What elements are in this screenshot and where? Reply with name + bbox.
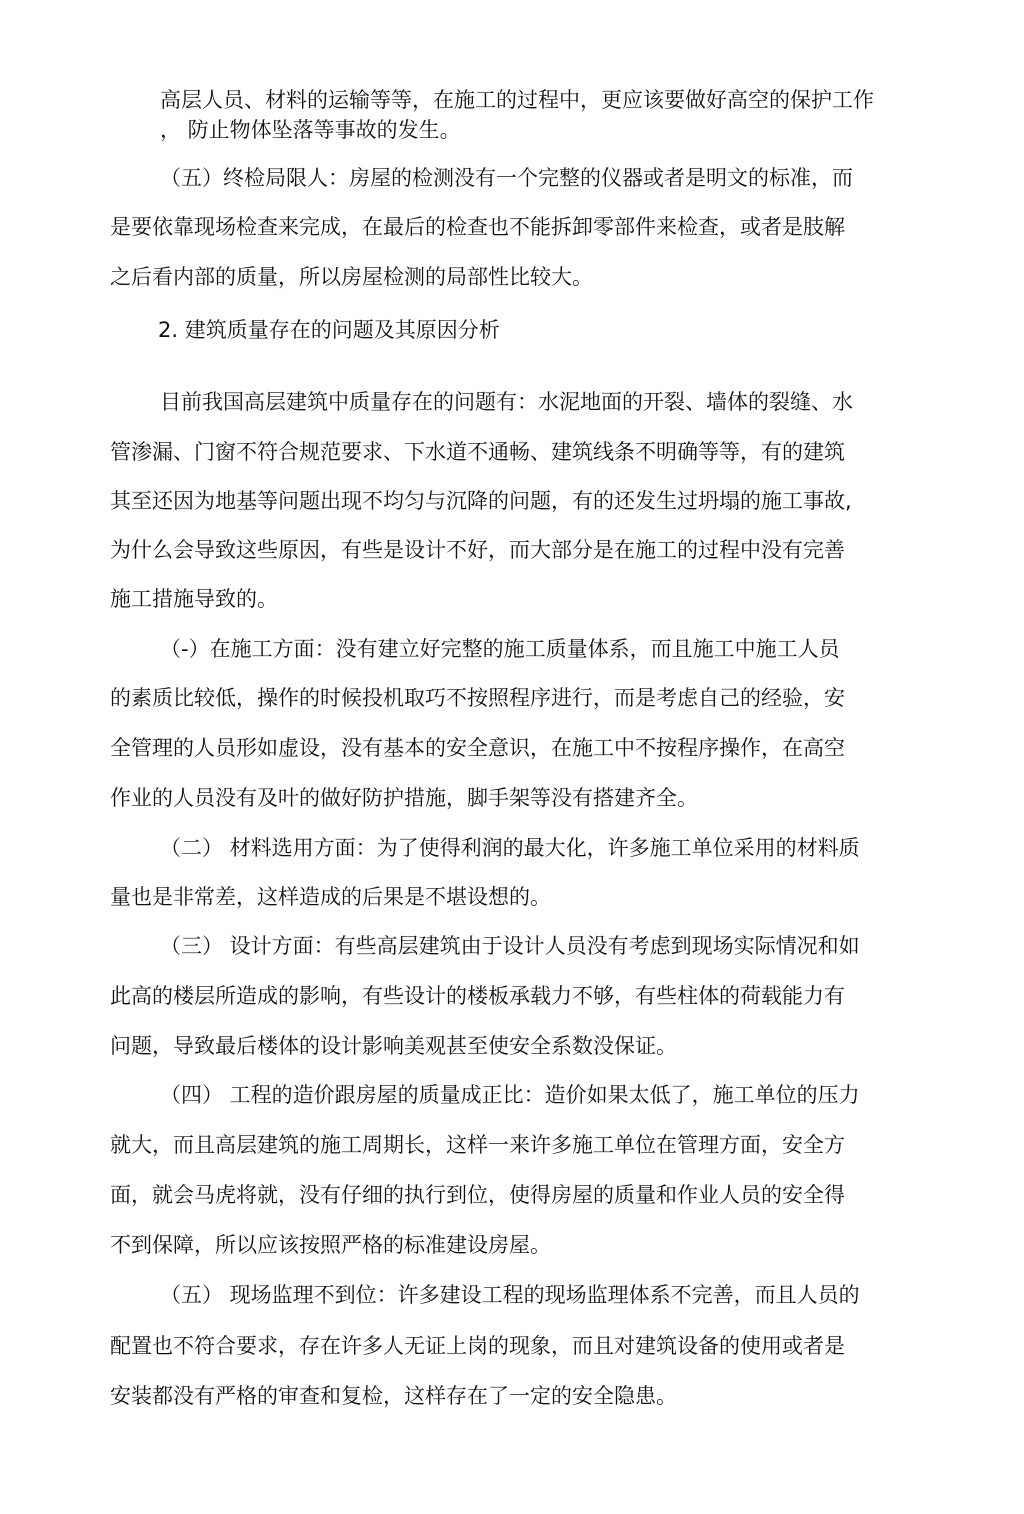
text-line: 之后看内部的质量，所以房屋检测的局部性比较大。: [110, 265, 593, 289]
text-line: 作业的人员没有及叶的做好防护措施，脚手架等没有搭建齐全。: [110, 786, 698, 810]
text-line: 是要依靠现场检查来完成，在最后的检查也不能拆卸零部件来检查，或者是肢解: [110, 215, 845, 239]
text-line: ， 防止物体坠落等事故的发生。: [160, 118, 461, 142]
text-line: 安装都没有严格的审查和复检，这样存在了一定的安全隐患。: [110, 1384, 677, 1408]
text-line: 其至还因为地基等问题出现不均匀与沉降的问题，有的还发生过坍塌的施工事故,: [110, 489, 852, 513]
text-line: 问题，导致最后楼体的设计影响美观甚至使安全系数没保证。: [110, 1034, 677, 1058]
text-line: （五） 现场监理不到位：许多建设工程的现场监理体系不完善，而且人员的: [160, 1283, 860, 1307]
text-line: （二） 材料选用方面：为了使得利润的最大化，许多施工单位采用的材料质: [160, 836, 860, 860]
text-line: （四） 工程的造价跟房屋的质量成正比：造价如果太低了，施工单位的压力: [160, 1083, 860, 1107]
text-line: 就大，而且高层建筑的施工周期长，这样一来许多施工单位在管理方面，安全方: [110, 1133, 845, 1157]
text-line: 全管理的人员形如虚设，没有基本的安全意识，在施工中不按程序操作，在高空: [110, 736, 845, 760]
text-line: （-）在施工方面：没有建立好完整的施工质量体系，而且施工中施工人员: [160, 637, 840, 661]
text-line: 此高的楼层所造成的影响，有些设计的楼板承载力不够，有些柱体的荷载能力有: [110, 984, 845, 1008]
text-line: 高层人员、材料的运输等等，在施工的过程中，更应该要做好高空的保护工作: [160, 88, 874, 112]
section-heading: 2. 建筑质量存在的问题及其原因分析: [158, 318, 500, 342]
text-line: （五）终检局限人：房屋的检测没有一个完整的仪器或者是明文的标准，而: [160, 166, 853, 190]
text-line: 目前我国高层建筑中质量存在的问题有：水泥地面的开裂、墙体的裂缝、水: [160, 390, 853, 414]
text-line: 配置也不符合要求，存在许多人无证上岗的现象，而且对建筑设备的使用或者是: [110, 1334, 845, 1358]
text-line: 为什么会导致这些原因，有些是设计不好，而大部分是在施工的过程中没有完善: [110, 538, 845, 562]
text-line: 不到保障，所以应该按照严格的标准建设房屋。: [110, 1233, 551, 1257]
text-line: 量也是非常差，这样造成的后果是不堪设想的。: [110, 885, 551, 909]
text-line: 面，就会马虎将就，没有仔细的执行到位，使得房屋的质量和作业人员的安全得: [110, 1183, 845, 1207]
text-line: （三） 设计方面：有些高层建筑由于设计人员没有考虑到现场实际情况和如: [160, 934, 860, 958]
text-line: 的素质比较低，操作的时候投机取巧不按照程序进行，而是考虑自己的经验，安: [110, 686, 845, 710]
text-line: 管渗漏、门窗不符合规范要求、下水道不通畅、建筑线条不明确等等，有的建筑: [110, 440, 845, 464]
text-line: 施工措施导致的。: [110, 587, 278, 611]
